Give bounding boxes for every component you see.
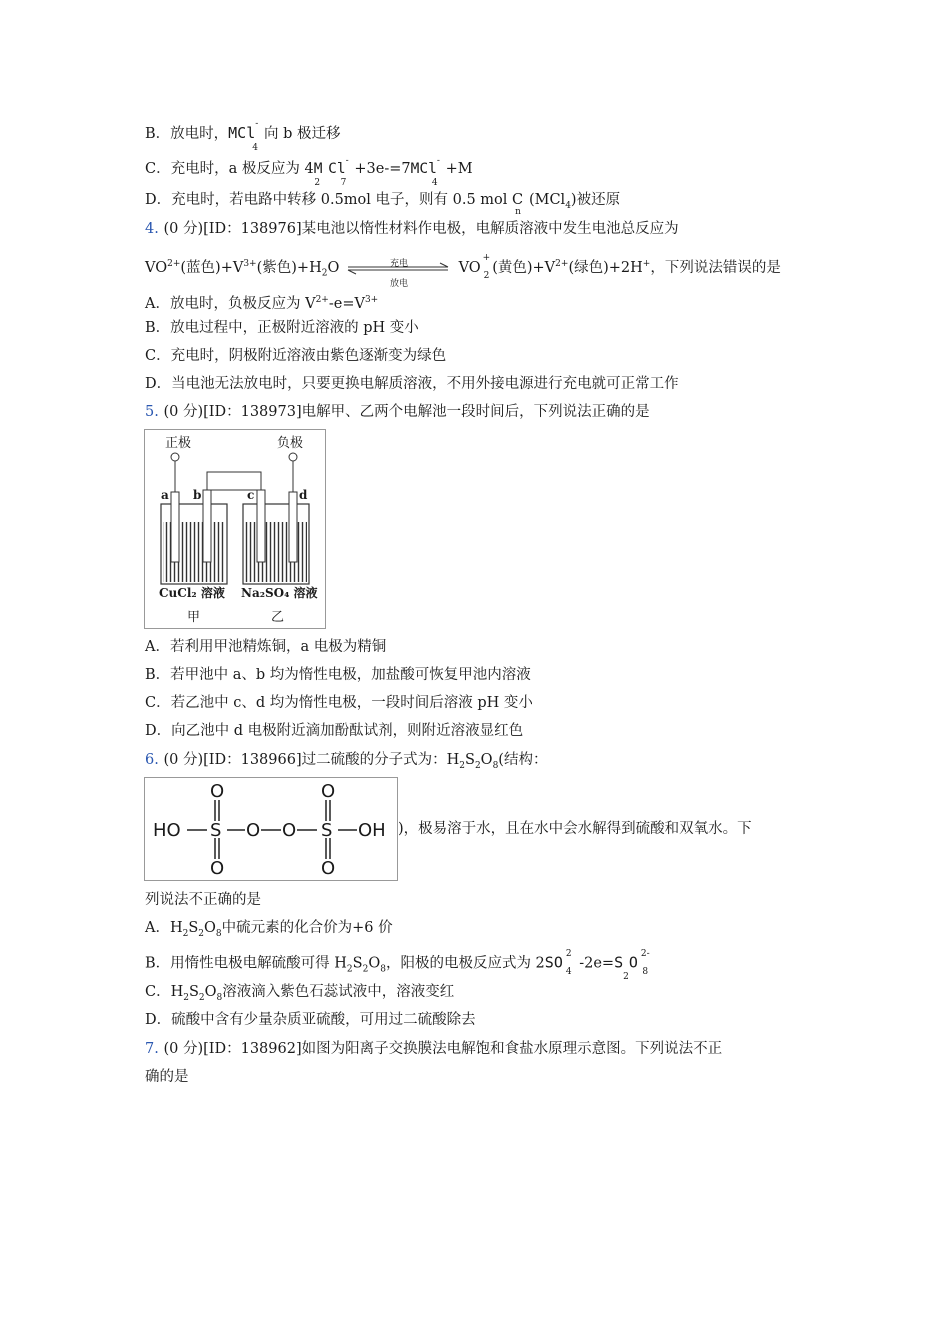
atom-o-top-right: O (321, 781, 336, 802)
q5-stem: 5. (0 分)[ID：138973]电解甲、乙两个电解池一段时间后，下列说法正确的是 (145, 404, 650, 420)
atom-o-peroxy-1: O (246, 820, 261, 841)
label-a: a (161, 488, 169, 502)
q5-option-d: D．向乙池中 d 电极附近滴加酚酞试剂，则附近溶液显红色 (145, 723, 524, 739)
label-jia: 甲 (187, 610, 201, 625)
q7-number: 7. (145, 1041, 159, 1057)
electrode-c-icon (257, 490, 265, 562)
q7-stem-cont: 确的是 (145, 1069, 189, 1085)
electrode-b-icon (203, 490, 211, 562)
q6-option-c: C．$H_2S_2O_8$溶液滴入紫色石蕊试液中，溶液变红 (145, 984, 455, 1003)
q3-option-c: C．充电时，a 极反应为 $4M_2Cl^-_7+3e-=7MCl^-_4+M$ (145, 156, 473, 188)
q6-option-b: B．用惰性电极电解硫酸可得 $H_2S_2O_8$，阳极的电极反应式为 2SO 2 4 $-2e=S_2O$ 2- 8 (145, 949, 650, 983)
peroxydisulfuric-acid-structure (144, 777, 398, 881)
atom-oh-right: OH (358, 820, 386, 841)
atom-ho-left: HO (153, 820, 181, 841)
atom-o-bottom-left: O (210, 858, 225, 879)
atom-o-top-left: O (210, 781, 225, 802)
q4-equation: $VO^{2+}$(蓝色)$+V^{3+}$(紫色)$+H_2O$ 充电 放电 VO+ 2(黄色)$+V^{2+}$(绿色)+2H+，下列说法错误的是 (145, 253, 781, 289)
electrolysis-diagram (144, 429, 326, 629)
q6-number: 6. (145, 752, 159, 768)
q4-number: 4. (145, 221, 159, 237)
label-na2so4: Na₂SO₄ 溶液 (241, 586, 318, 600)
q4-option-b: B．放电过程中，正极附近溶液的 pH 变小 (145, 320, 419, 336)
label-d: d (299, 488, 308, 502)
q4-option-d: D．当电池无法放电时，只要更换电解质溶液，不用外接电源进行充电就可正常工作 (145, 376, 679, 392)
q6-option-a: A．$H_2S_2O_8$中硫元素的化合价为+6 价 (145, 920, 393, 939)
label-c: c (247, 488, 255, 502)
q4-stem: 4. (0 分)[ID：138976]某电池以惰性材料作电极，电解质溶液中发生电池总反应为 (145, 221, 679, 237)
atom-o-peroxy-2: O (282, 820, 297, 841)
label-b: b (193, 488, 202, 502)
label-positive: 正极 (165, 436, 192, 451)
q6-stem-after-figure: )，极易溶于水，且在水中会水解得到硫酸和双氧水。下 (398, 821, 752, 837)
q7-stem: 7. (0 分)[ID：138962]如图为阳离子交换膜法电解饱和食盐水原理示意图。下列说法不正 (145, 1041, 723, 1057)
atom-s-left: S (210, 820, 222, 841)
q4-option-c: C．充电时，阴极附近溶液由紫色逐渐变为绿色 (145, 348, 447, 364)
q3-option-b: B．放电时，MCl-$_4$向 b 极迁移 (145, 119, 341, 153)
q5-option-a: A．若利用甲池精炼铜，a 电极为精铜 (145, 639, 387, 655)
negative-terminal-icon (289, 453, 297, 461)
label-negative: 负极 (277, 436, 304, 451)
q6-stem: 6. (0 分)[ID：138966]过二硫酸的分子式为：$H_2S_2O_8$(结构： (145, 752, 548, 771)
atom-s-right: S (321, 820, 333, 841)
q5-option-b: B．若甲池中 a、b 均为惰性电极，加盐酸可恢复甲池内溶液 (145, 667, 531, 683)
q6-option-d: D．硫酸中含有少量杂质亚硫酸，可用过二硫酸除去 (145, 1012, 476, 1028)
reversible-arrow: 充电 放电 (344, 258, 454, 278)
beaker-yi-icon (243, 504, 309, 584)
atom-o-bottom-right: O (321, 858, 336, 879)
q6-stem-cont: 列说法不正确的是 (145, 892, 261, 908)
q3-option-d: D．充电时，若电路中转移 0.5mol 电子，则有 0.5 mol $C_n(MCl_4)$被还原 (145, 192, 621, 217)
label-yi: 乙 (271, 610, 285, 625)
label-cucl2: CuCl₂ 溶液 (159, 586, 225, 600)
electrode-d-icon (289, 492, 297, 562)
q5-number: 5. (145, 404, 159, 420)
q4-option-a: A．放电时，负极反应为 $V^{2+}-e=V^{3+}$ (145, 295, 379, 312)
q5-option-c: C．若乙池中 c、d 均为惰性电极，一段时间后溶液 pH 变小 (145, 695, 533, 711)
electrode-a-icon (171, 492, 179, 562)
positive-terminal-icon (171, 453, 179, 461)
